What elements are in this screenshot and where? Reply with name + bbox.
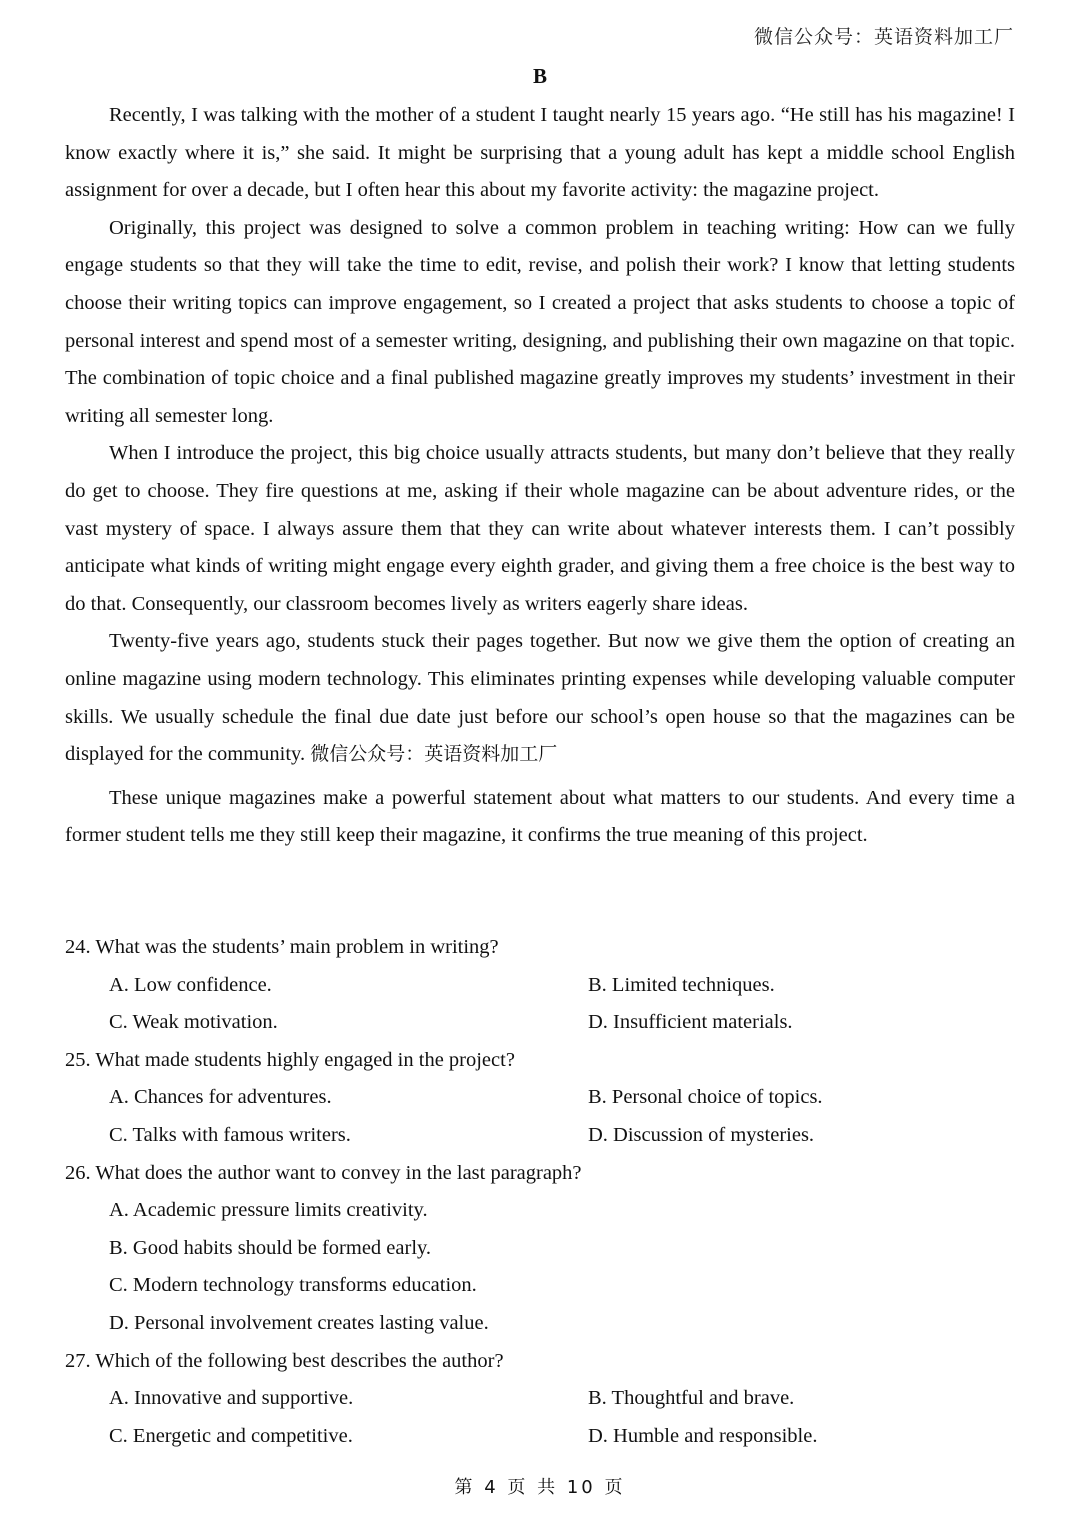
option-d[interactable]: D. Personal involvement creates lasting value. (109, 1311, 489, 1334)
option-d[interactable]: D. Discussion of mysteries. (588, 1123, 815, 1146)
page-number: 第 4 页 共 10 页 (454, 1477, 626, 1498)
option-a[interactable]: A. Academic pressure limits creativity. (109, 1199, 428, 1222)
option-a[interactable]: A. Low confidence. (109, 973, 272, 996)
passage-paragraph-4-text: Twenty-five years ago, students stuck their pages together. But now we give them the option of creating an online magazine using modern technology. This eliminates printing expenses while developing valuable computer skills. We usually schedule the final due date just before our school’s open house so that the magazines can be displayed for the community. (65, 630, 1015, 766)
question-24 (65, 929, 1015, 1042)
option-d[interactable]: D. Insufficient materials. (588, 1011, 793, 1034)
option-b[interactable]: B. Good habits should be formed early. (109, 1236, 432, 1259)
option-group (109, 1192, 1015, 1342)
option-c[interactable]: C. Talks with famous writers. (109, 1123, 351, 1146)
option-b[interactable]: B. Limited techniques. (588, 973, 775, 996)
question-25 (65, 1042, 1015, 1155)
option-b[interactable]: B. Thoughtful and brave. (588, 1387, 795, 1410)
option-group (109, 1079, 1015, 1154)
question-stem: 26. What does the author want to convey in the last paragraph? (65, 1161, 582, 1184)
option-b[interactable]: B. Personal choice of topics. (588, 1086, 823, 1109)
question-list (65, 929, 1015, 1455)
reading-passage (65, 97, 1015, 855)
question-stem: 24. What was the students’ main problem in writing? (65, 936, 499, 958)
option-group (109, 1380, 1015, 1455)
inline-watermark: 微信公众号：英语资料加工厂 (310, 743, 558, 766)
question-26 (65, 1155, 1015, 1343)
passage-paragraph-2: Originally, this project was designed to solve a common problem in teaching writing: How can we fully engage students so that they will take the time to edit, revise, and polish their work? I know that letting students choose their writing topics can improve engagement, so I created a project that asks students to choose a topic of personal interest and spend most of a semester writing, designing, and publishing their own magazine on that topic. The combination of topic choice and a final published magazine greatly improves my students’ investment in their writing all semester long. (65, 216, 1015, 427)
passage-paragraph-4 (65, 623, 1015, 773)
passage-paragraph-3: When I introduce the project, this big choice usually attracts students, but many don’t believe that they really do get to choose. They fire questions at me, asking if their whole magazine can be about adventure rides, or the vast mystery of space. I always assure them that they can write about whatever interests them. I can’t possibly anticipate what kinds of writing might engage every eighth grader, and giving them a free choice is the best way to do that. Consequently, our classroom becomes lively as writers eagerly share ideas. (65, 442, 1015, 615)
option-d[interactable]: D. Humble and responsible. (588, 1424, 818, 1447)
question-stem: 27. Which of the following best describes the author? (65, 1349, 504, 1372)
passage-paragraph-1: Recently, I was talking with the mother of a student I taught nearly 15 years ago. “He still has his magazine! I know exactly where it is,” she said. It might be surprising that a young adult has kept a middle school English assignment for over a decade, but I often hear this about my favorite activity: the magazine project. (65, 104, 1015, 202)
passage-paragraph-5: These unique magazines make a powerful statement about what matters to our students. And every time a former student tells me they still keep their magazine, it confirms the true meaning of this project. (65, 786, 1015, 847)
option-c[interactable]: C. Energetic and competitive. (109, 1424, 353, 1447)
section-title: B (532, 64, 547, 88)
option-a[interactable]: A. Innovative and supportive. (109, 1387, 354, 1410)
option-a[interactable]: A. Chances for adventures. (109, 1086, 332, 1109)
option-c[interactable]: C. Weak motivation. (109, 1011, 278, 1034)
option-group (109, 967, 1015, 1042)
question-27 (65, 1343, 1015, 1456)
question-stem: 25. What made students highly engaged in the project? (65, 1048, 515, 1071)
header-watermark: 微信公众号：英语资料加工厂 (753, 26, 1014, 48)
option-c[interactable]: C. Modern technology transforms education. (109, 1274, 477, 1297)
